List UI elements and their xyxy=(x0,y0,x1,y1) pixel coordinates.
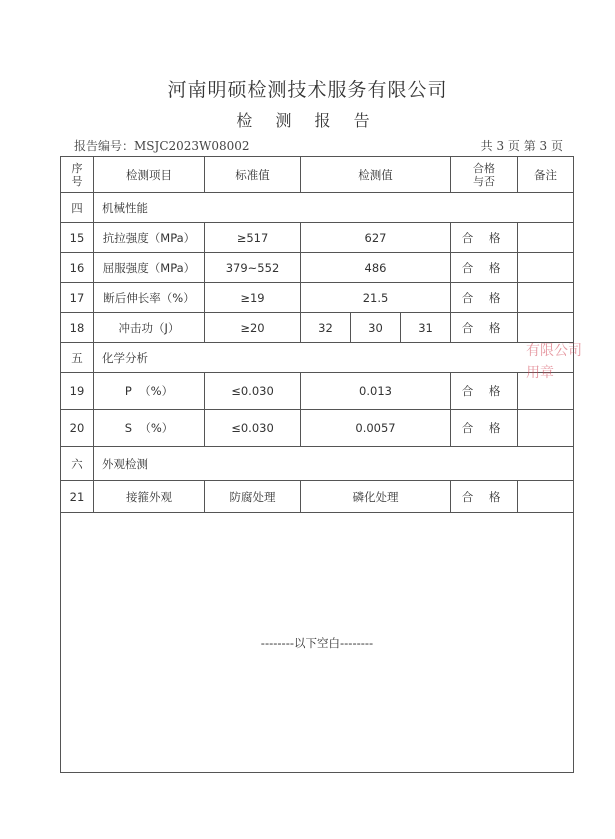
test-item: 屈服强度（MPa） xyxy=(94,253,205,283)
row-number: 20 xyxy=(61,410,94,447)
report-title: 检 测 报 告 xyxy=(236,111,379,130)
table-row xyxy=(61,373,574,410)
test-item: S （%） xyxy=(94,410,205,447)
column-header-seq: 序 号 xyxy=(61,157,94,193)
section-row-chemical xyxy=(61,343,574,373)
section-row-appearance xyxy=(61,447,574,481)
company-name: 河南明硕检测技术服务有限公司 xyxy=(167,79,448,101)
section-number: 四 xyxy=(61,193,94,223)
seal-text-line2: 用章 xyxy=(526,365,554,381)
test-item: 冲击功（J） xyxy=(94,313,205,343)
row-number: 16 xyxy=(61,253,94,283)
pass-status: 合 格 xyxy=(451,373,518,410)
table-row xyxy=(61,410,574,447)
column-header-pass: 合格 与否 xyxy=(451,157,518,193)
column-header-item: 检测项目 xyxy=(94,157,205,193)
row-number: 17 xyxy=(61,283,94,313)
test-item: 抗拉强度（MPa） xyxy=(94,223,205,253)
table-row xyxy=(61,283,574,313)
remark-cell xyxy=(518,410,574,447)
blank-area-row xyxy=(61,513,574,773)
column-header-remark: 备注 xyxy=(518,157,574,193)
pass-status: 合 格 xyxy=(451,313,518,343)
row-number: 18 xyxy=(61,313,94,343)
test-result: 627 xyxy=(301,223,451,253)
test-item: 接箍外观 xyxy=(94,481,205,513)
test-result-sample-2: 30 xyxy=(351,313,401,343)
table-row xyxy=(61,253,574,283)
company-seal xyxy=(526,336,588,394)
remark-cell xyxy=(518,253,574,283)
section-title: 机械性能 xyxy=(94,193,574,223)
pass-status: 合 格 xyxy=(451,481,518,513)
standard-value: 防腐处理 xyxy=(205,481,301,513)
page-info: 共 3 页 第 3 页 xyxy=(480,139,563,153)
section-row-mechanical xyxy=(61,193,574,223)
pass-status: 合 格 xyxy=(451,283,518,313)
test-result-sample-3: 31 xyxy=(401,313,451,343)
remark-cell xyxy=(518,223,574,253)
standard-value: ≤0.030 xyxy=(205,410,301,447)
standard-value: ≤0.030 xyxy=(205,373,301,410)
report-table xyxy=(60,156,574,773)
section-number: 五 xyxy=(61,343,94,373)
section-title: 化学分析 xyxy=(94,343,574,373)
test-result: 0.0057 xyxy=(301,410,451,447)
standard-value: ≥517 xyxy=(205,223,301,253)
test-result: 21.5 xyxy=(301,283,451,313)
test-result: 486 xyxy=(301,253,451,283)
section-number: 六 xyxy=(61,447,94,481)
table-row xyxy=(61,313,574,343)
test-result: 0.013 xyxy=(301,373,451,410)
table-header-row xyxy=(61,157,574,193)
table-row xyxy=(61,481,574,513)
remark-cell xyxy=(518,481,574,513)
test-item: P （%） xyxy=(94,373,205,410)
section-title: 外观检测 xyxy=(94,447,574,481)
standard-value: ≥20 xyxy=(205,313,301,343)
test-result-sample-1: 32 xyxy=(301,313,351,343)
pass-status: 合 格 xyxy=(451,253,518,283)
row-number: 15 xyxy=(61,223,94,253)
standard-value: 379~552 xyxy=(205,253,301,283)
standard-value: ≥19 xyxy=(205,283,301,313)
test-item: 断后伸长率（%） xyxy=(94,283,205,313)
row-number: 21 xyxy=(61,481,94,513)
seal-text-line1: 有限公司 xyxy=(526,343,582,359)
column-header-result: 检测值 xyxy=(301,157,451,193)
test-result: 磷化处理 xyxy=(301,481,451,513)
row-number: 19 xyxy=(61,373,94,410)
pass-status: 合 格 xyxy=(451,223,518,253)
report-number: 报告编号：MSJC2023W08002 xyxy=(74,139,250,153)
column-header-standard: 标准值 xyxy=(205,157,301,193)
remark-cell xyxy=(518,283,574,313)
table-row xyxy=(61,223,574,253)
pass-status: 合 格 xyxy=(451,410,518,447)
blank-note: --------以下空白-------- xyxy=(61,513,574,773)
